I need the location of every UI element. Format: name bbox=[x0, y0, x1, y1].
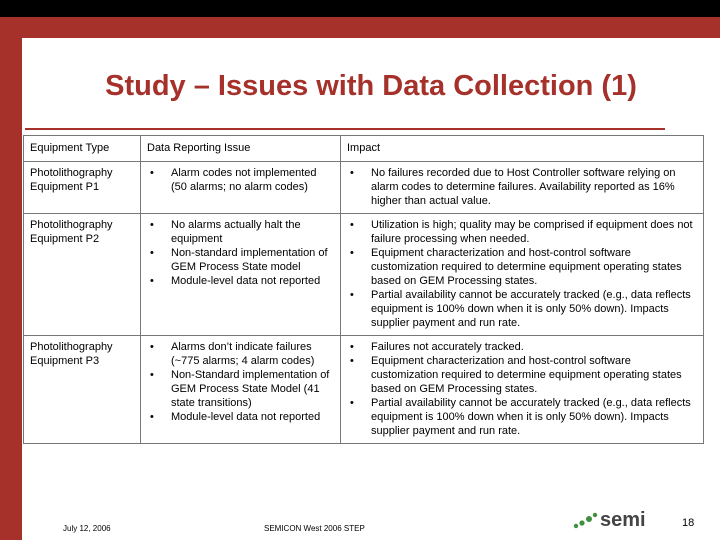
bullet-icon: • bbox=[150, 167, 154, 179]
impact-item bbox=[347, 340, 698, 354]
bullet-icon: • bbox=[350, 167, 354, 179]
impact-item bbox=[347, 166, 698, 208]
issue-cell bbox=[141, 214, 341, 336]
issue-text: Non-Standard implementation of GEM Process State Model (41 state transitions) bbox=[171, 369, 330, 409]
frame-corner bbox=[22, 38, 46, 62]
issue-item bbox=[147, 368, 335, 410]
impact-text: Equipment characterization and host-control software customization required to determine equipment operating states based on GEM Processing states. bbox=[371, 355, 682, 395]
issue-text: No alarms actually halt the equipment bbox=[171, 219, 301, 245]
footer-date: July 12, 2006 bbox=[63, 524, 111, 533]
bullet-icon: • bbox=[150, 411, 154, 423]
issues-table bbox=[23, 135, 704, 444]
impact-cell bbox=[341, 336, 704, 444]
impact-text: Utilization is high; quality may be comprised if equipment does not failure processing when needed. bbox=[371, 219, 693, 245]
footer-event: SEMICON West 2006 STEP bbox=[264, 524, 365, 533]
equipment-cell: Photolithography Equipment P1 bbox=[24, 162, 141, 214]
title-rule bbox=[25, 128, 665, 130]
bullet-icon: • bbox=[350, 397, 354, 409]
issue-text: Module-level data not reported bbox=[171, 275, 321, 287]
table-row bbox=[24, 336, 704, 444]
bullet-icon: • bbox=[350, 341, 354, 353]
bullet-icon: • bbox=[150, 219, 154, 231]
issue-cell bbox=[141, 162, 341, 214]
bullet-icon: • bbox=[150, 247, 154, 259]
table-row bbox=[24, 162, 704, 214]
table-row bbox=[24, 214, 704, 336]
header-impact: Impact bbox=[341, 136, 704, 162]
left-frame-bar bbox=[0, 17, 22, 540]
impact-cell bbox=[341, 162, 704, 214]
page-number: 18 bbox=[682, 517, 695, 529]
impact-item bbox=[347, 246, 698, 288]
bullet-icon: • bbox=[350, 219, 354, 231]
bullet-icon: • bbox=[150, 341, 154, 353]
issue-text: Module-level data not reported bbox=[171, 411, 321, 423]
header-data-reporting-issue: Data Reporting Issue bbox=[141, 136, 341, 162]
bullet-icon: • bbox=[350, 247, 354, 259]
issue-text: Alarm codes not implemented (50 alarms; no alarm codes) bbox=[171, 167, 317, 193]
issue-item bbox=[147, 410, 335, 424]
impact-cell bbox=[341, 214, 704, 336]
table-header-row bbox=[24, 136, 704, 162]
issue-item bbox=[147, 218, 335, 246]
impact-text: Equipment characterization and host-control software customization required to determine equipment operating states based on GEM Processing states. bbox=[371, 247, 682, 287]
impact-item bbox=[347, 218, 698, 246]
issue-item bbox=[147, 274, 335, 288]
issue-text: Non-standard implementation of GEM Process State model bbox=[171, 247, 328, 273]
issue-cell bbox=[141, 336, 341, 444]
semi-logo-icon bbox=[572, 512, 598, 532]
impact-text: No failures recorded due to Host Controller software relying on alarm codes to determine failures. Availability reported as 16% higher than actual value. bbox=[371, 167, 676, 207]
top-frame-band bbox=[22, 17, 720, 38]
semi-logo-text: semi bbox=[600, 509, 646, 531]
issue-item bbox=[147, 340, 335, 368]
impact-item bbox=[347, 288, 698, 330]
equipment-cell: Photolithography Equipment P3 bbox=[24, 336, 141, 444]
slide-title: Study – Issues with Data Collection (1) bbox=[105, 70, 637, 102]
header-equipment-type: Equipment Type bbox=[24, 136, 141, 162]
issue-item bbox=[147, 166, 335, 194]
semi-logo bbox=[572, 509, 667, 532]
equipment-cell: Photolithography Equipment P2 bbox=[24, 214, 141, 336]
bullet-icon: • bbox=[350, 355, 354, 367]
impact-text: Failures not accurately tracked. bbox=[371, 341, 524, 353]
bullet-icon: • bbox=[150, 369, 154, 381]
bullet-icon: • bbox=[150, 275, 154, 287]
impact-item bbox=[347, 354, 698, 396]
issue-item bbox=[147, 246, 335, 274]
bullet-icon: • bbox=[350, 289, 354, 301]
impact-text: Partial availability cannot be accurately tracked (e.g., data reflects equipment is 100% down when it is only 50% down). Impacts supplier payment and run rate. bbox=[371, 397, 691, 437]
impact-item bbox=[347, 396, 698, 438]
impact-text: Partial availability cannot be accurately tracked (e.g., data reflects equipment is 100% down when it is only 50% down). Impacts supplier payment and run rate. bbox=[371, 289, 691, 329]
top-frame-bar bbox=[0, 0, 720, 17]
issue-text: Alarms don’t indicate failures (~775 alarms; 4 alarm codes) bbox=[171, 341, 315, 367]
